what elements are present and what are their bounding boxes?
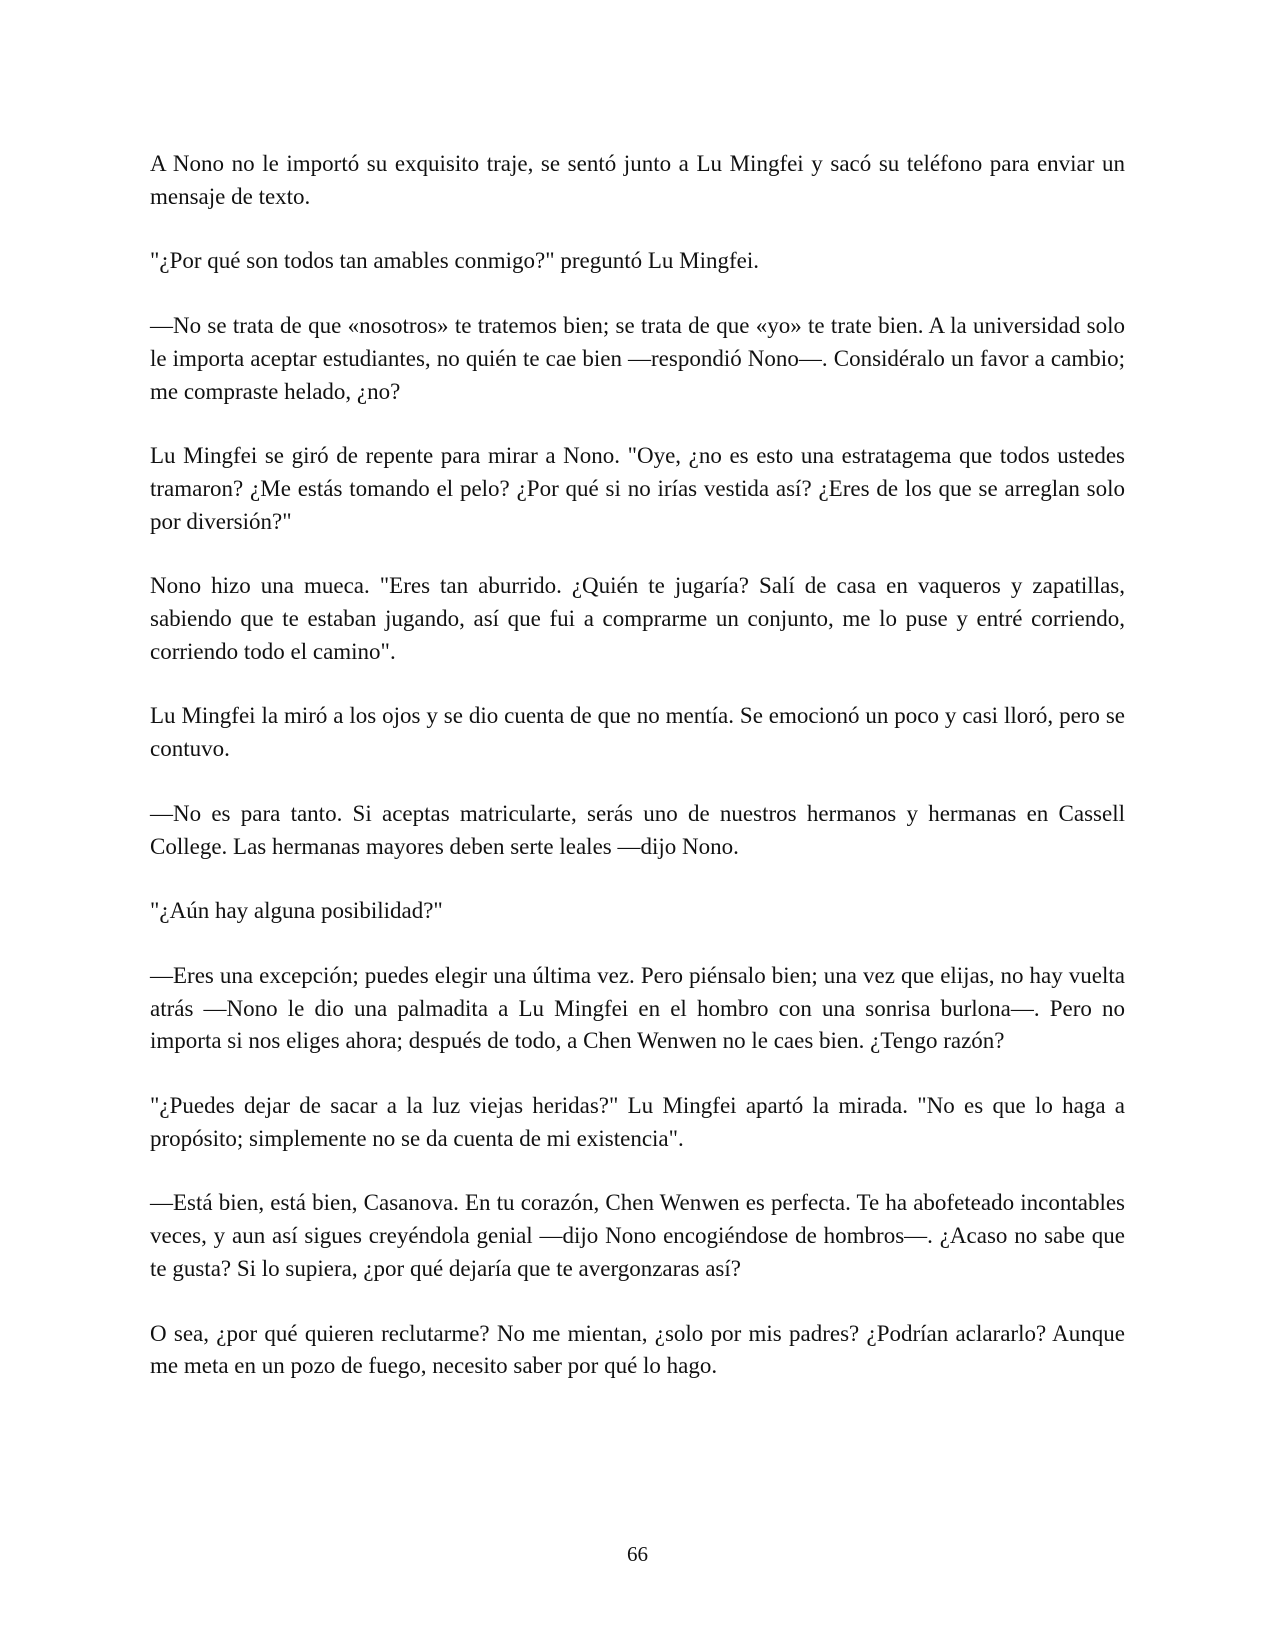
paragraph-9: —Eres una excepción; puedes elegir una última vez. Pero piénsalo bien; una vez que elijas, no hay vuelta atrás —Nono le dio una palmadita a Lu Mingfei en el hombro con una sonrisa burlona—. Pero no importa si nos eliges ahora; después de todo, a Chen Wenwen no le caes bien. ¿Tengo razón? [150, 962, 1125, 1054]
paragraph-1: A Nono no le importó su exquisito traje, se sentó junto a Lu Mingfei y sacó su teléfono para enviar un mensaje de texto. [150, 151, 1125, 209]
paragraph-5: Nono hizo una mueca. "Eres tan aburrido. ¿Quién te jugaría? Salí de casa en vaqueros y zapatillas, sabiendo que te estaban jugando, así que fui a comprarme un conjunto, me lo puse y entré corriendo, corriendo todo el camino". [150, 573, 1125, 664]
paragraph-7: —No es para tanto. Si aceptas matricularte, serás uno de nuestros hermanos y hermanas en Cassell College. Las hermanas mayores deben serte leales —dijo Nono. [150, 800, 1125, 859]
paragraph-2: "¿Por qué son todos tan amables conmigo?" preguntó Lu Mingfei. [150, 248, 759, 274]
paragraph-3: —No se trata de que «nosotros» te tratemos bien; se trata de que «yo» te trate bien. A la universidad solo le importa aceptar estudiantes, no quién te cae bien —respondió Nono—. Considéralo un favor a cambio; me compraste helado, ¿no? [150, 313, 1125, 404]
page-body [150, 148, 1125, 1383]
paragraph-4: Lu Mingfei se giró de repente para mirar a Nono. "Oye, ¿no es esto una estratagema que todos ustedes tramaron? ¿Me estás tomando el pelo? ¿Por qué si no irías vestida así? ¿Eres de los que se arreglan solo por diversión?" [150, 443, 1125, 534]
paragraph-12: O sea, ¿por qué quieren reclutarme? No me mientan, ¿solo por mis padres? ¿Podrían aclararlo? Aunque me meta en un pozo de fuego, necesito saber por qué lo hago. [150, 1320, 1125, 1379]
paragraph-10: "¿Puedes dejar de sacar a la luz viejas heridas?" Lu Mingfei apartó la mirada. "No es que lo haga a propósito; simplemente no se da cuenta de mi existencia". [150, 1093, 1125, 1151]
page-number: 66 [627, 1542, 648, 1566]
paragraph-8: "¿Aún hay alguna posibilidad?" [150, 898, 443, 924]
paragraph-11: —Está bien, está bien, Casanova. En tu corazón, Chen Wenwen es perfecta. Te ha abofeteado incontables veces, y aun así sigues creyéndola genial —dijo Nono encogiéndose de hombros—. ¿Acaso no sabe que te gusta? Si lo supiera, ¿por qué dejaría que te avergonzaras así? [150, 1190, 1125, 1281]
paragraph-6: Lu Mingfei la miró a los ojos y se dio cuenta de que no mentía. Se emocionó un poco y casi lloró, pero se contuvo. [150, 703, 1125, 762]
